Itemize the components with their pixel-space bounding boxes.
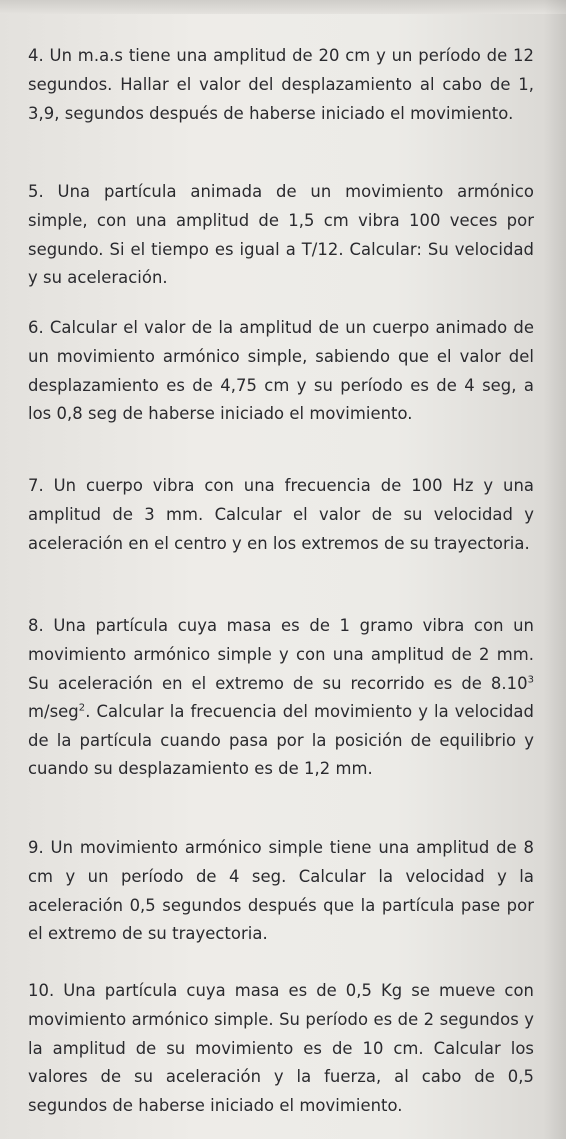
problem-8-text-end: . Calcular la frecuencia del movimiento y la velocidad de la partícula cuando pasa por la posición de equilibrio y cuando su desplazamiento es de 1,2 mm.: [28, 702, 534, 779]
problem-4: 4. Un m.a.s tiene una amplitud de 20 cm y un período de 12 segundos. Hallar el valor del desplazamiento al cabo de 1, 3,9, segundos después de haberse iniciado el movimiento.: [28, 46, 534, 123]
problem-8-text-start: 8. Una partícula cuya masa es de 1 gramo vibra con un movimiento armónico simple y con una amplitud de 2 mm. Su aceleración en el extremo de su recorrido es de 8.10: [28, 616, 534, 693]
top-page-edge: [0, 0, 566, 14]
problem-6: 6. Calcular el valor de la amplitud de un cuerpo animado de un movimiento armónico simple, sabiendo que el valor del desplazamiento es de 4,75 cm y su período es de 4 seg, a los 0,8 seg de haberse iniciado el movimiento.: [28, 318, 534, 424]
problem-9: 9. Un movimiento armónico simple tiene una amplitud de 8 cm y un período de 4 seg. Calcular la velocidad y la aceleración 0,5 segundos después que la partícula pase por el extremo de su trayectoria.: [28, 838, 534, 944]
problem-5: 5. Una partícula animada de un movimiento armónico simple, con una amplitud de 1,5 cm vibra 100 veces por segundo. Si el tiempo es igual a T/12. Calcular: Su velocidad y su aceleración.: [28, 182, 534, 288]
right-page-shadow: [544, 0, 566, 1139]
problem-8-unit: m/seg: [28, 702, 79, 722]
problem-8-exponent-1: 3: [527, 674, 534, 686]
problem-8-exponent-2: 2: [78, 702, 86, 714]
problem-8: [28, 612, 534, 784]
problem-7: 7. Un cuerpo vibra con una frecuencia de 100 Hz y una amplitud de 3 mm. Calcular el valor de su velocidad y aceleración en el centro y en los extremos de su trayectoria.: [28, 476, 534, 553]
problem-10: 10. Una partícula cuya masa es de 0,5 Kg se mueve con movimiento armónico simple. Su período es de 2 segundos y la amplitud de su movimiento es de 10 cm. Calcular los valores de su aceleración y la fuerza, al cabo de 0,5 segundos de haberse iniciado el movimiento.: [28, 981, 534, 1115]
